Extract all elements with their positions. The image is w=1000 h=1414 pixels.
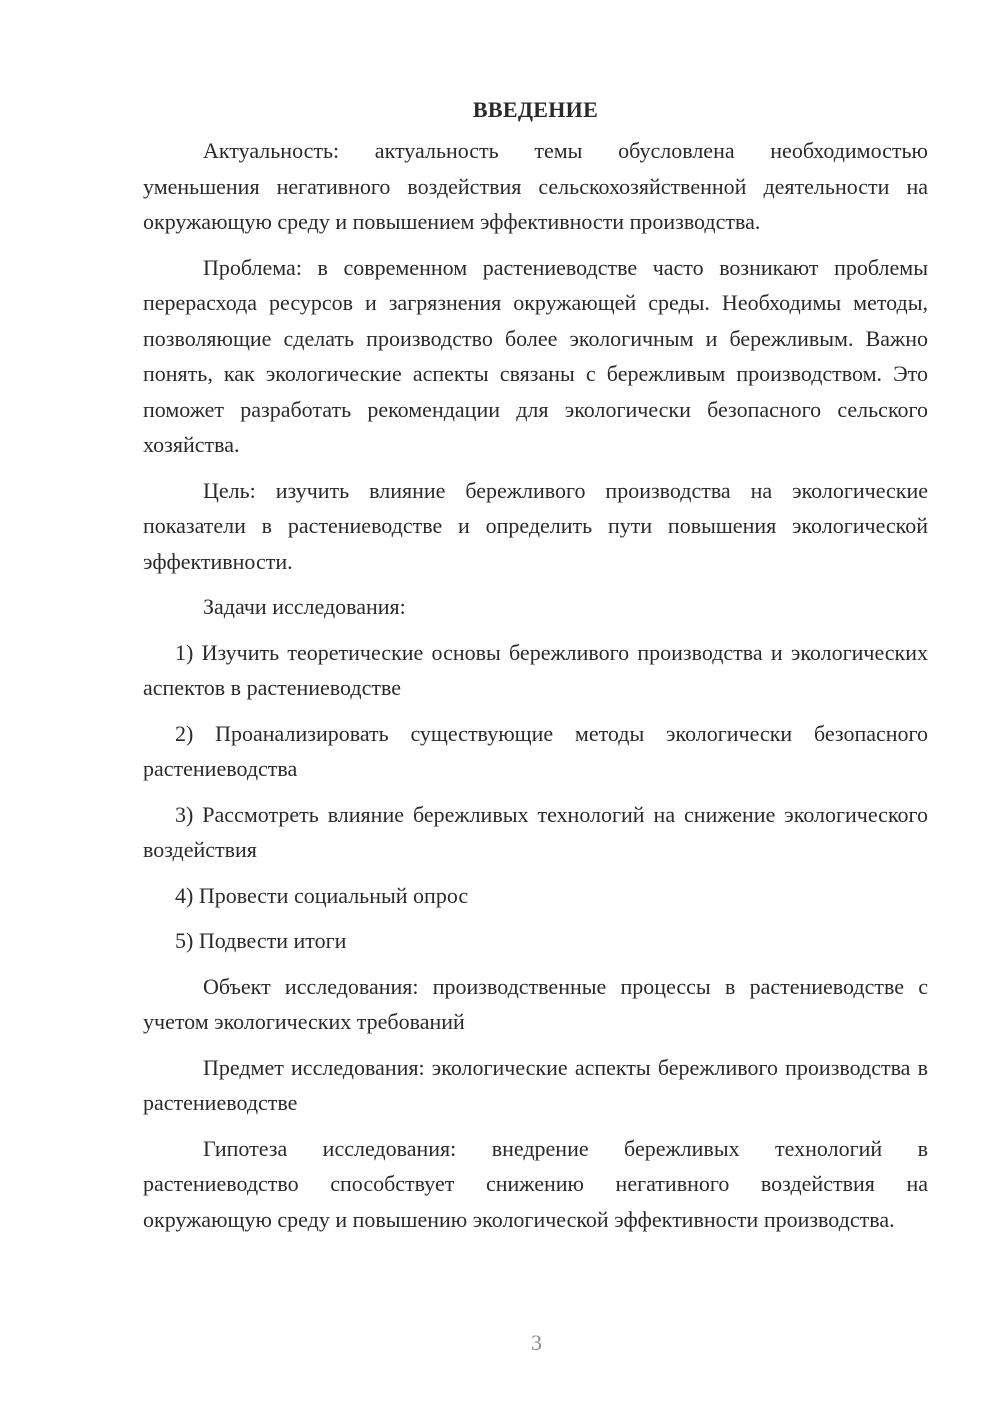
task-item-3: 3) Рассмотреть влияние бережливых технологий на снижение экологического воздействия	[143, 801, 928, 862]
task-item-5: 5) Подвести итоги	[175, 928, 347, 953]
relevance-paragraph: Актуальность: актуальность темы обусловлена необходимостью уменьшения негативного воздействия сельскохозяйственной деятельности на окружающую среду и повышением эффективности производства.	[143, 138, 928, 234]
subject-paragraph: Предмет исследования: экологические аспекты бережливого производства в растениеводстве	[143, 1054, 928, 1115]
document-page	[143, 92, 928, 1247]
page-number: 3	[531, 1330, 542, 1355]
object-paragraph: Объект исследования: производственные процессы в растениеводстве с учетом экологических требований	[143, 973, 928, 1034]
page-title: ВВЕДЕНИЕ	[472, 97, 599, 122]
task-item-4: 4) Провести социальный опрос	[175, 882, 469, 908]
problem-paragraph: Проблема: в современном растениеводстве часто возникают проблемы перерасхода ресурсов и загрязнения окружающей среды. Необходимы методы, позволяющие сделать производство более экологичным и бережливым. Важно понять, как экологические аспекты связаны с бережливым производством. Это поможет разработать рекомендации для экологически безопасного сельского хозяйства.	[143, 254, 928, 457]
tasks-heading: Задачи исследования:	[203, 594, 406, 619]
hypothesis-paragraph: Гипотеза исследования: внедрение бережливых технологий в растениеводство способствует снижению негативного воздействия на окружающую среду и повышению экологической эффективности производства.	[143, 1135, 928, 1232]
goal-paragraph: Цель: изучить влияние бережливого производства на экологические показатели в растениеводстве и определить пути повышения экологической эффективности.	[143, 477, 928, 574]
task-item-2: 2) Проанализировать существующие методы экологически безопасного растениеводства	[143, 720, 928, 781]
task-item-1: 1) Изучить теоретические основы бережливого производства и экологических аспектов в растениеводстве	[143, 639, 928, 700]
